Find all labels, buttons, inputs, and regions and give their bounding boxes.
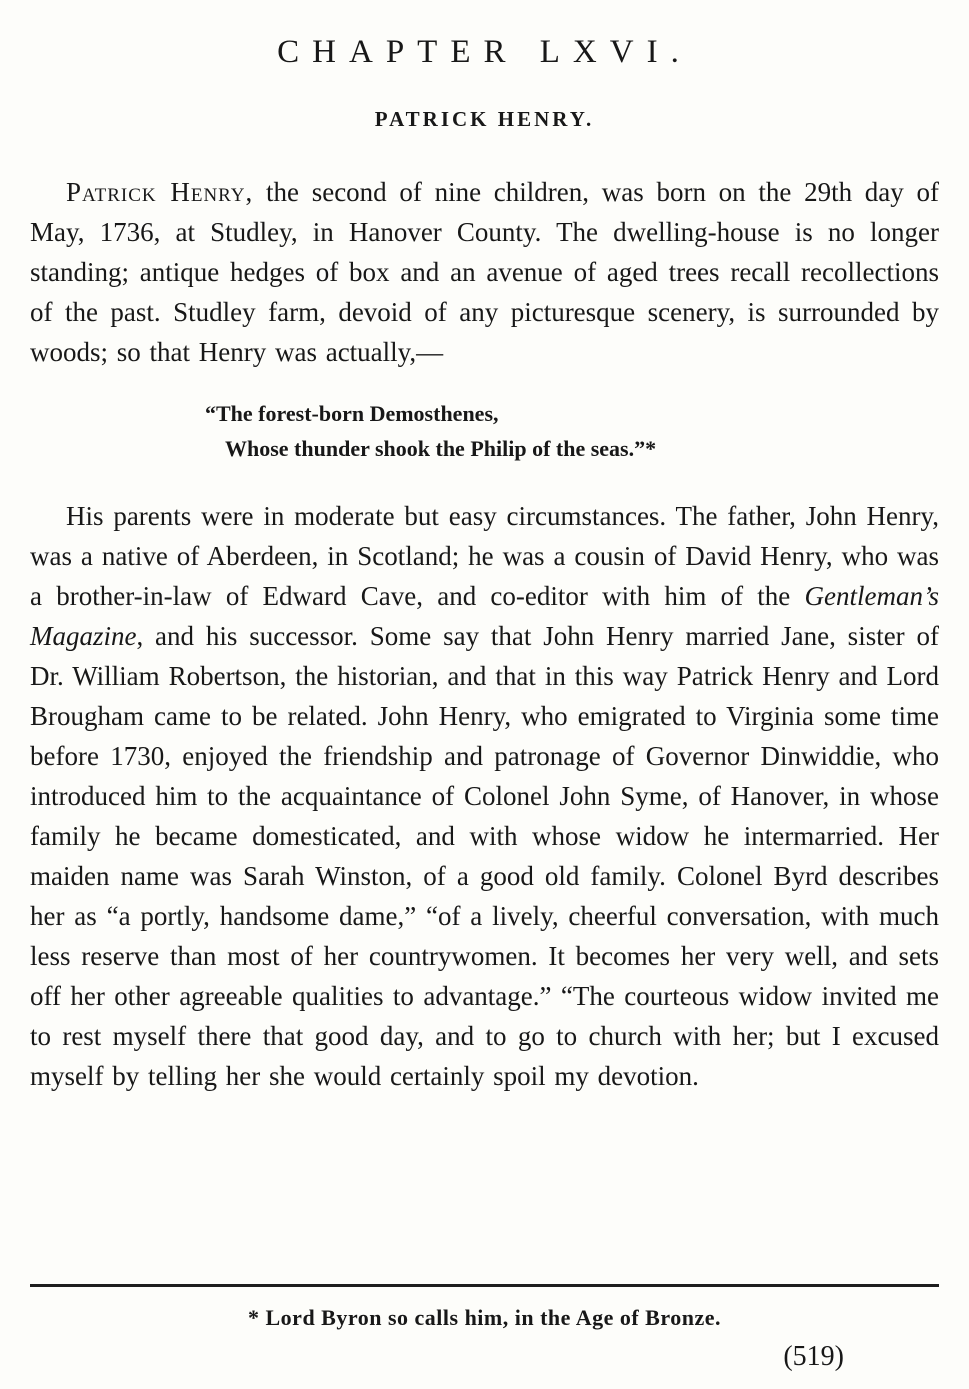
footnote-divider bbox=[30, 1284, 939, 1287]
chapter-title: CHAPTER LXVI. bbox=[277, 34, 692, 70]
footnote: * Lord Byron so calls him, in the Age of Bronze. bbox=[248, 1305, 721, 1330]
paragraph-2-italic-title: Gentleman’s Magazine bbox=[30, 581, 939, 651]
page-footer bbox=[30, 1284, 939, 1373]
paragraph-1 bbox=[30, 172, 939, 372]
page-number: (519) bbox=[783, 1341, 844, 1372]
quote-line-1: “The forest-born Demosthenes, bbox=[205, 401, 499, 426]
verse-quote bbox=[205, 396, 939, 466]
paragraph-1-lead: Patrick Henry, bbox=[66, 177, 254, 207]
section-title: PATRICK HENRY. bbox=[374, 107, 595, 131]
paragraph-2-text-b: , and his successor. Some say that John Henry married Jane, sister of Dr. William Robertson, the historian, and that in this way Patrick Henry and Lord Brougham came to be related. John Henry, who emigrated to Virginia some time before 1730, enjoyed the friendship and patronage of Governor Dinwiddie, who introduced him to the acquaintance of Colonel John Syme, of Hanover, in whose family he became domesticated, and with whose widow he intermarried. Her maiden name was Sarah Winston, of a good old family. Colonel Byrd describes her as “a portly, handsome dame,” “of a lively, cheerful conversation, with much less reserve than most of her countrywomen. It becomes her very well, and sets off her other agreeable qualities to advantage.” “The courteous widow invited me to rest myself there that good day, and to go to church with her; but I excused myself by telling her she would certainly spoil my devotion. bbox=[30, 621, 939, 1091]
paragraph-1-text: the second of nine children, was born on the 29th day of May, 1736, at Studley, in Hanover County. The dwelling-house is no longer standing; antique hedges of box and an avenue of aged trees recall recollections of the past. Studley farm, devoid of any picturesque scenery, is surrounded by woods; so that Henry was actually,— bbox=[30, 177, 939, 367]
quote-line-2: Whose thunder shook the Philip of the seas.”* bbox=[225, 436, 657, 461]
paragraph-2 bbox=[30, 496, 939, 1096]
paragraph-2-text-a: His parents were in moderate but easy circumstances. The father, John Henry, was a native of Aberdeen, in Scotland; he was a cousin of David Henry, who was a brother-in-law of Edward Cave, and co-editor with him of the bbox=[30, 501, 939, 611]
